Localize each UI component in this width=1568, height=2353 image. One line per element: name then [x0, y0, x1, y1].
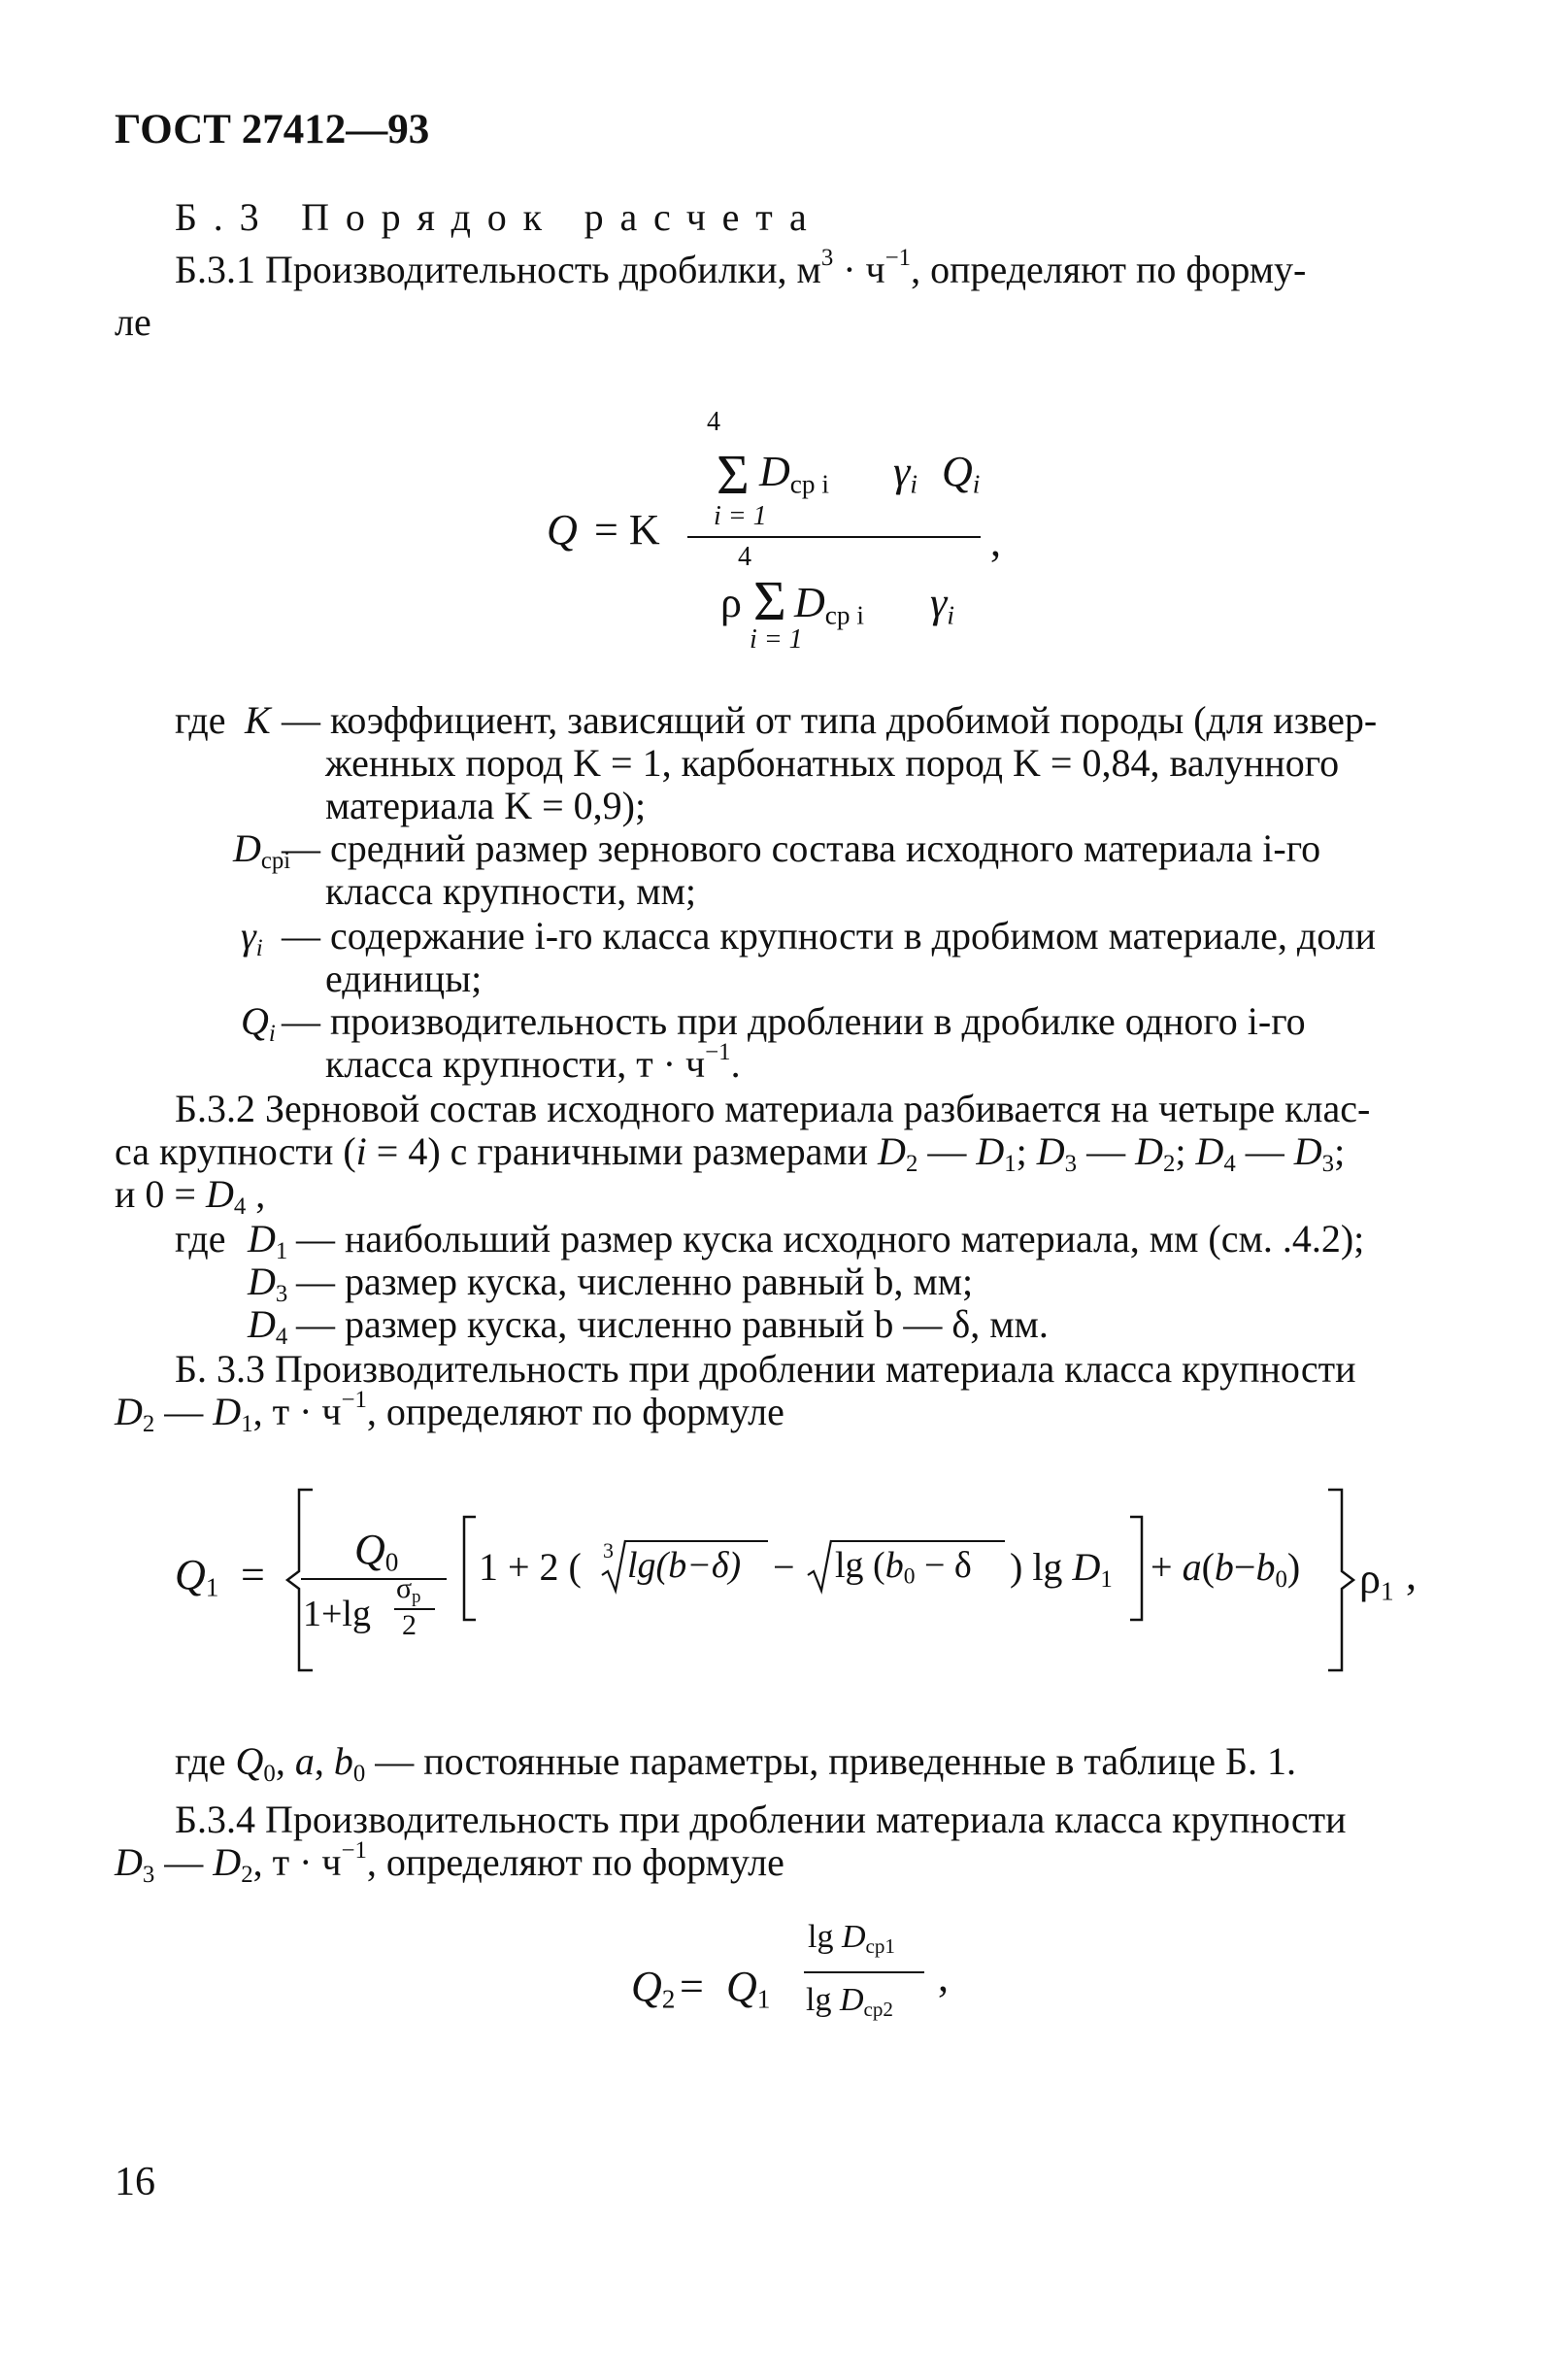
legend-k-line3: материала K = 0,9); [325, 784, 647, 827]
section-title: Б.3 Порядок расчета [175, 195, 823, 239]
paragraph-b31-line1: Б.3.1 Производительность дробилки, $м^3 \cdot ч^{-1}$, определяют по форму- [175, 245, 1307, 291]
legend-k-line1: — коэффициент, зависящий от типа дробимой породы (для извер- [282, 698, 1378, 742]
legend2-d3-symbol: $D_3$ [248, 1260, 288, 1307]
legend-q-line2: класса крупности, $т \cdot ч^{-1}$. [325, 1039, 741, 1086]
page-number: 16 [115, 2160, 155, 2204]
paragraph-b31-line2: ле [115, 300, 151, 344]
legend-gamma-line1: — содержание i-го класса крупности в дробимом материале, доли [282, 914, 1377, 958]
legend-q-line1: — производительность при дроблении в дробилке одного i-го [282, 999, 1306, 1043]
legend-q-symbol: $Q_i$ [241, 999, 276, 1047]
legend-gamma-line2: единицы; [325, 957, 483, 1000]
paragraph-b33-line2: $D_2$ — $D_1$, $т \cdot ч^{-1}$, определяют по формуле [115, 1387, 784, 1437]
paragraph-b34-line1: Б.3.4 Производительность при дроблении материала класса крупности [175, 1798, 1347, 1841]
legend-dcp-symbol: $D_{срi}$ [233, 826, 291, 874]
legend-k-symbol: K [245, 698, 271, 742]
legend2-gde: где [175, 1217, 226, 1261]
paragraph-b34-line2: $D_3$ — $D_2$, $т \cdot ч^{-1}$, определяют по формуле [115, 1837, 784, 1888]
legend2-d1-symbol: $D_1$ [248, 1217, 288, 1264]
legend-dcp-line1: — средний размер зернового состава исходного материала i-го [282, 826, 1321, 870]
sum-symbol-top: Σ [717, 443, 750, 506]
legend-gde: где [175, 698, 226, 742]
document-page: ГОСТ 27412—93 Б.3 Порядок расчета Б.3.1 Производительность дробилки, $м^3 \cdot ч^{-1}$, определяют по форму- ле 4 Σ $D_{ср i}$ $\gamma_i$ $Q_i$ i = 1 Q = K , 4 ρ Σ $D_{ср i}$ $\gamma_i$ i = 1 где K — коэффициент, зависящий от типа дробимой породы (для извер- женных пород K = 1, карбонатных пород K = 0,84, валунного материала K = 0,9); $D_{срi}$ — средний размер зернового состава исходного материала i-го класса крупности, мм; $\gamma_i$ — содержание i-го класса крупности в дробимом материале, доли единицы; $Q_i$ — производительность при дроблении в дробилке одного i-го класса крупности, $т \cdot ч^{-1}$. Б.3.2 Зерновой состав исходного материала разбивается на четыре клас- са крупности (i = 4) с граничными размерами $D_2$ — $D_1$; $D_3$ — $D_2$; $D_4$ — $D_3$; и $0 = D_4$ , где $D_1$ — наибольший размер куска исходного материала, мм (см. .4.2); $D_3$ — размер куска, численно равный b, мм; $D_4$ — размер куска, численно равный b — δ, мм. Б. 3.3 Производительность при дроблении материала класса крупности $D_2$ — $D_1$, $т \cdot ч^{-1}$, определяют по формуле $Q_1$ = $Q_0$ 1+lg $\sigma_p$ 2 1 + 2 ( 3 lg(b−δ) − $\lg (b_0 - \delta$ ) $\lg D_1$ + $a(b-b_0)$ $\rho_1$ , где $Q_0$, a, $b_0$ — постоянные параметры, приведенные в таблице Б. 1. Б.3.4 Производительность при дроблении материала класса крупности $D_3$ — $D_2$, $т \cdot ч^{-1}$, определяют по формуле $Q_2$ = $Q_1$ $\lg D_{ср1}$ $\lg D_{ср2}$ , 16 [0, 0, 1568, 2353]
paragraph-b33-line1: Б. 3.3 Производительность при дроблении материала класса крупности [175, 1347, 1356, 1391]
paragraph-b32-line2: са крупности (i = 4) с граничными размерами $D_2$ — $D_1$; $D_3$ — $D_2$; $D_4$ — $D_3$; [115, 1129, 1346, 1177]
legend-dcp-line2: класса крупности, мм; [325, 869, 696, 913]
legend-gamma-symbol: $\gamma_i$ [241, 914, 263, 961]
paragraph-b32-line1: Б.3.2 Зерновой состав исходного материала разбивается на четыре клас- [175, 1087, 1371, 1130]
legend2-d4-symbol: $D_4$ [248, 1302, 288, 1350]
paragraph-b32-line3: и $0 = D_4$ , [115, 1172, 266, 1220]
document-header: ГОСТ 27412—93 [115, 107, 430, 152]
legend2-d1-text: — наибольший размер куска исходного материала, мм (см. .4.2); [296, 1217, 1365, 1261]
legend2-d4-text: — размер куска, численно равный b — δ, мм. [296, 1302, 1049, 1346]
paragraph-constants: где $Q_0$, a, $b_0$ — постоянные параметры, приведенные в таблице Б. 1. [175, 1739, 1296, 1787]
legend-k-line2: женных пород K = 1, карбонатных пород K = 0,84, валунного [325, 741, 1340, 785]
legend2-d3-text: — размер куска, численно равный b, мм; [296, 1260, 974, 1303]
